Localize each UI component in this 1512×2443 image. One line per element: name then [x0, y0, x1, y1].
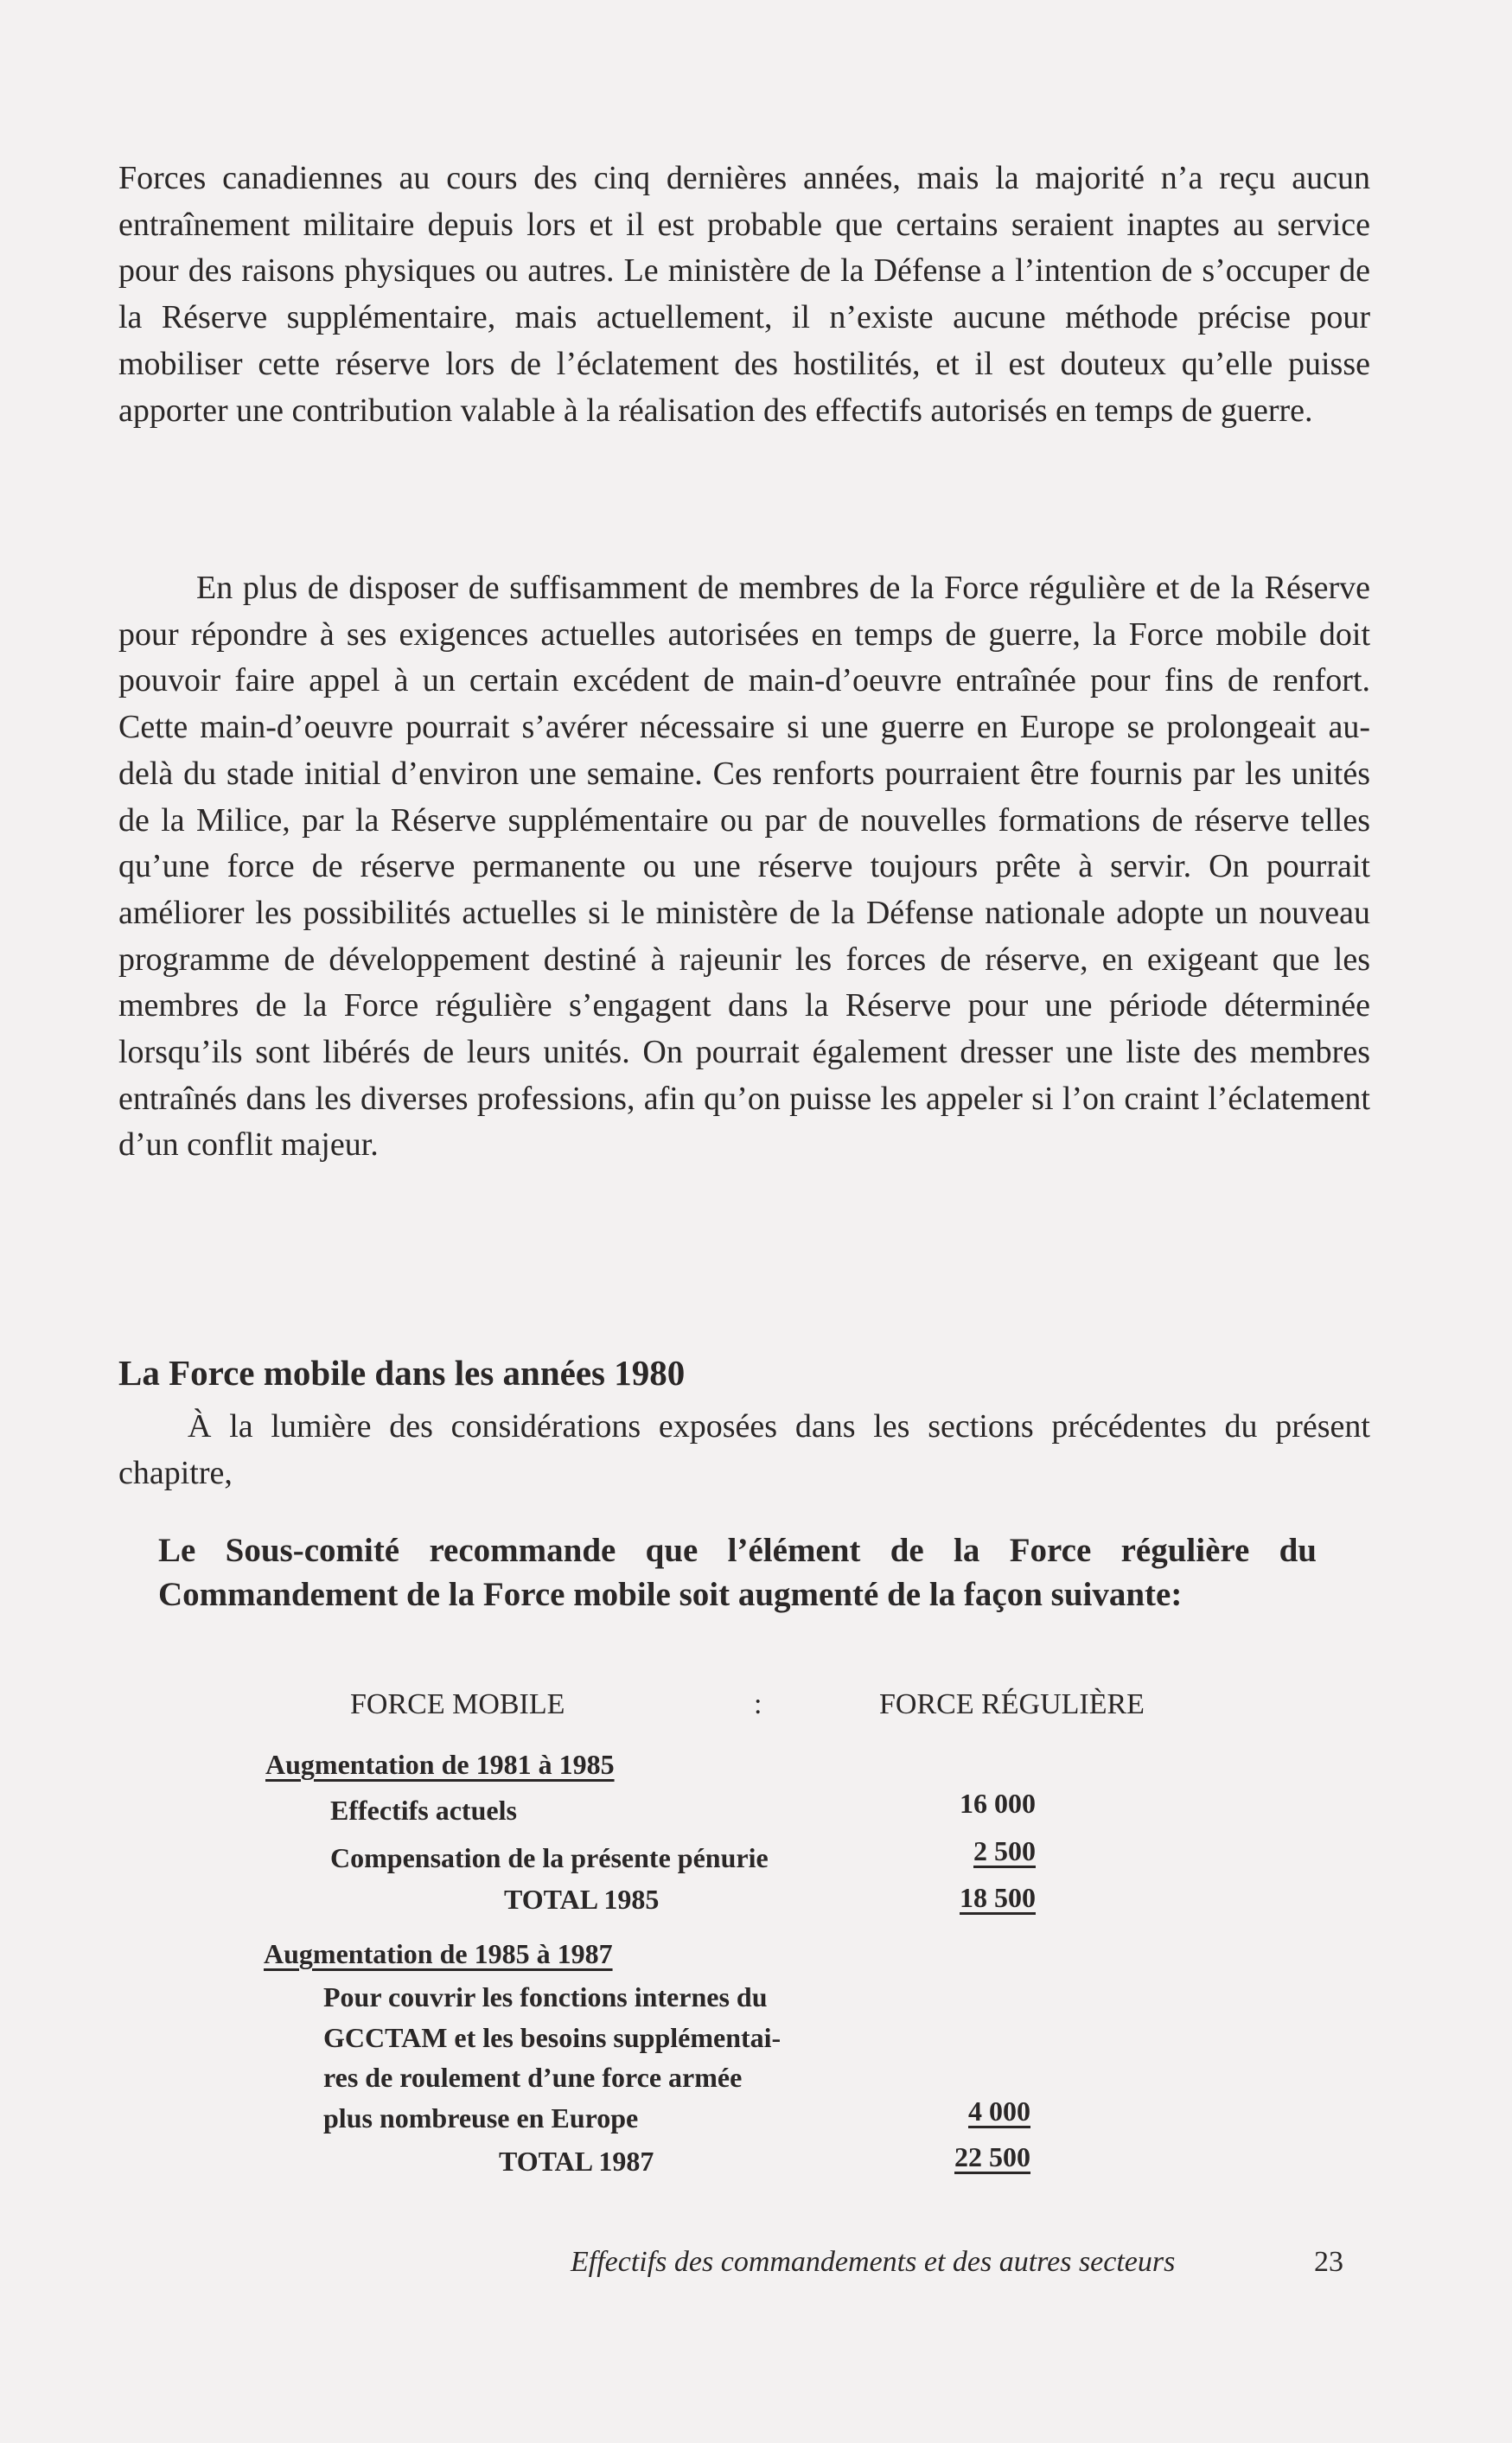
table-col-right-header: FORCE RÉGULIÈRE: [879, 1688, 1145, 1720]
table-row-label: Compensation de la présente pénurie: [330, 1842, 769, 1873]
table-section-1-title: Augmentation de 1981 à 1985: [265, 1749, 615, 1780]
table-row-label-line: plus nombreuse en Europe: [323, 2102, 639, 2134]
section-heading: La Force mobile dans les années 1980: [118, 1353, 686, 1393]
table-row-value: 16 000: [960, 1788, 1036, 1819]
table-section-2-title: Augmentation de 1985 à 1987: [264, 1938, 613, 1969]
recommendation-text: Le Sous-comité recommande que l’élément de la Force régulière du Commandement de la Force mobile soit augmenté de la façon suivante:: [158, 1532, 1317, 1613]
paragraph-1: Forces canadiennes au cours des cinq dernières années, mais la majorité n’a reçu aucun entraînement militaire depuis lors et il est probable que certains seraient inaptes au service pour des raisons physiques ou autres. Le ministère de la Défense a l’intention de s’occuper de la Réserve supplémentaire, mais actuellement, il n’existe aucune méthode précise pour mobiliser cette réserve lors de l’éclatement des hostilités, et il est douteux qu’elle puisse apporter une contribution valable à la réalisation des effectifs autorisés en temps de guerre.: [118, 160, 1370, 429]
table-row-label-line: GCCTAM et les besoins supplémentai-: [323, 2022, 782, 2053]
table-row-label-line: Pour couvrir les fonctions internes du: [323, 1981, 768, 2012]
paragraph-3: À la lumière des considérations exposées dans les sections précédentes du présent chapitre,: [118, 1408, 1370, 1491]
table-row-label-line: res de roulement d’une force armée: [323, 2062, 743, 2093]
table-col-left-header: FORCE MOBILE: [350, 1688, 565, 1720]
table-row-value: 4 000: [968, 2095, 1030, 2127]
page-number: 23: [1314, 2246, 1343, 2278]
paragraph-2: En plus de disposer de suffisamment de membres de la Force régulière et de la Réserve pour répondre à ses exigences actuelles autorisées en temps de guerre, la Force mobile doit pouvoir faire appel à un certain excédent de main-d’oeuvre entraînée pour fins de renfort. Cette main-d’oeuvre pourrait s’avérer nécessaire si une guerre en Europe se prolongeait au-delà du stade initial d’environ une semaine. Ces renforts pourraient être fournis par les unités de la Milice, par la Réserve supplémentaire ou par de nouvelles formations de réserve telles qu’une force de réserve permanente ou une réserve toujours prête à servir. On pourrait améliorer les possibilités actuelles si le ministère de la Défense nationale adopte un nouveau programme de développement destiné à rajeunir les forces de réserve, en exigeant que les membres de la Force régulière s’engagent dans la Réserve pour une période déterminée lorsqu’ils sont libérés de leurs unités. On pourrait également dresser une liste des membres entraînés dans les diverses professions, afin qu’on puisse les appeler si l’on craint l’éclatement d’un conflit majeur.: [118, 570, 1370, 1164]
table-row-value: 2 500: [973, 1835, 1036, 1866]
table-row-label: Effectifs actuels: [330, 1795, 517, 1826]
table-col-separator: :: [754, 1688, 762, 1720]
table-total-value: 18 500: [960, 1882, 1036, 1913]
table-total-value: 22 500: [954, 2141, 1030, 2172]
table-total-label: TOTAL 1987: [499, 2146, 654, 2177]
table-total-label: TOTAL 1985: [504, 1884, 660, 1915]
running-footer: Effectifs des commandements et des autres secteurs: [571, 2246, 1176, 2278]
